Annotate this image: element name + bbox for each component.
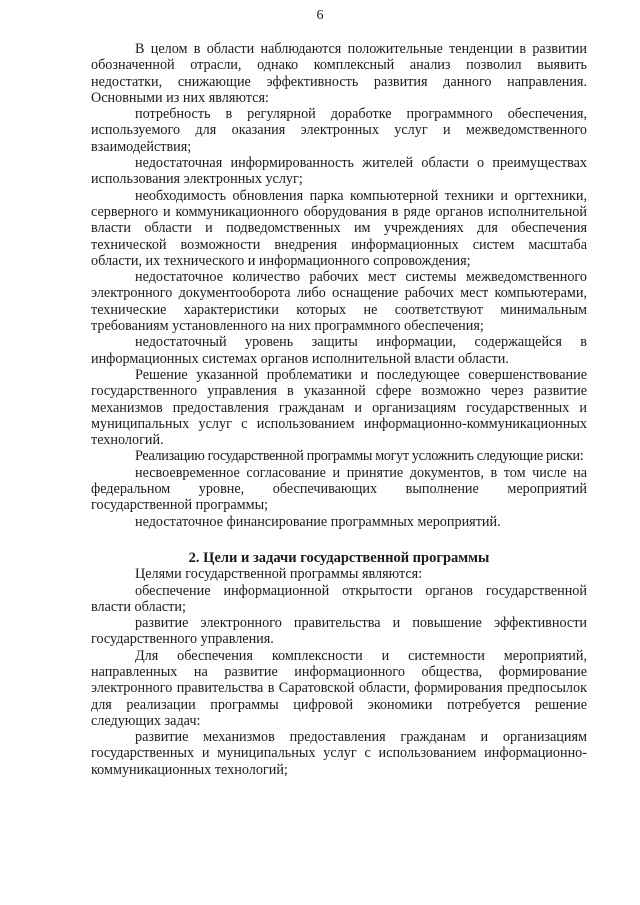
page-number: 6 (316, 8, 324, 23)
paragraph: развитие электронного правительства и повышение эффективности государственного управления. (91, 615, 587, 648)
paragraph: обеспечение информационной открытости органов государственной власти области; (91, 582, 587, 615)
paragraph: необходимость обновления парка компьютерной техники и оргтехники, серверного и коммуникационного оборудования в ряде органов исполнительной власти области и подведомственных им учреждениях для обеспечения технической возможности внедрения информационных систем масштаба области, их технического и информационного сопровождения; (91, 187, 587, 269)
paragraph: недостаточное количество рабочих мест системы межведомственного электронного документооборота либо оснащение рабочих мест компьютерами, технические характеристики которых не соответствуют минимальным требованиям установленного на них программного обеспечения; (91, 269, 587, 335)
paragraph: Решение указанной проблематики и последующее совершенствование государственного управления в указанной сфере возможно через развитие механизмов предоставления гражданам и организациям государственных и муниципальных услуг с использованием информационно-коммуникационных технологий. (91, 366, 587, 449)
paragraph: Для обеспечения комплексности и системности мероприятий, направленных на развитие информационного общества, формирование электронного правительства в Саратовской области, формирования предпосылок для реализации программы цифровой экономики потребуется решение следующих задач: (91, 647, 587, 729)
paragraph: недостаточное финансирование программных мероприятий. (135, 513, 501, 530)
paragraph: Целями государственной программы являются: (135, 566, 423, 583)
paragraph: недостаточный уровень защиты информации, содержащейся в информационных системах органов исполнительной власти области. (91, 334, 587, 367)
risks-intro: Реализацию государственной программы могут усложнить следующие риски: (135, 448, 584, 465)
paragraph: несвоевременное согласование и принятие документов, в том числе на федеральном уровне, обеспечивающих выполнение мероприятий государственной программы; (91, 464, 587, 514)
section-heading: 2. Цели и задачи государственной программы (188, 549, 490, 566)
document-body (91, 41, 587, 778)
paragraph: развитие механизмов предоставления гражданам и организациям государственных и муниципальных услуг с использованием информационно-коммуникационных технологий; (91, 729, 587, 778)
paragraph: потребность в регулярной доработке программного обеспечения, используемого для оказания электронных услуг и межведомственного взаимодействия; (91, 106, 587, 155)
paragraph: недостаточная информированность жителей области о преимуществах использования электронных услуг; (91, 155, 587, 188)
paragraph: В целом в области наблюдаются положительные тенденции в развитии обозначенной отрасли, однако комплексный анализ позволил выявить недостатки, снижающие эффективность развития данного направления. Основными из них являются: (91, 41, 587, 106)
